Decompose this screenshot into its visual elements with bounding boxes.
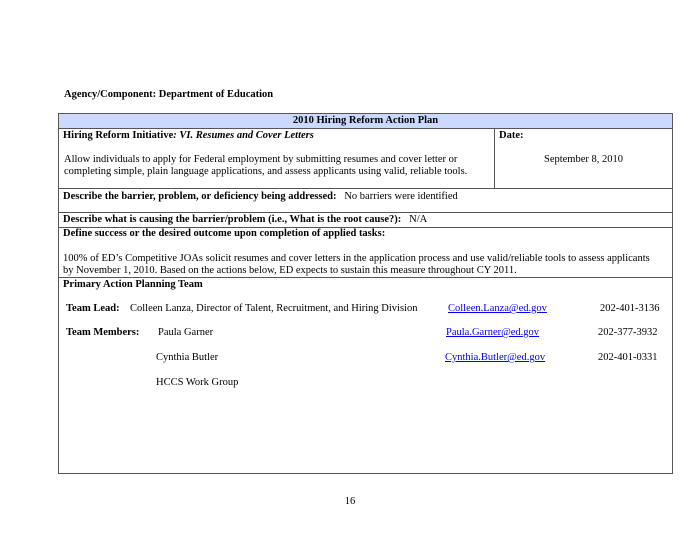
team-member-row xyxy=(59,351,672,365)
member-phone: 202-377-3932 xyxy=(598,327,658,338)
member-phone: 202-401-0331 xyxy=(598,352,658,363)
team-lead-line xyxy=(59,302,672,316)
cause-value: N/A xyxy=(409,214,428,225)
cause-row xyxy=(59,212,672,227)
initiative-description: Allow individuals to apply for Federal employment by submitting resumes and cover letter or completing simple, plain language applications, and assess applicants using valid, reliable tools. xyxy=(64,154,468,177)
success-label: Define success or the desired outcome upon completion of applied tasks: xyxy=(63,228,386,239)
member-name: HCCS Work Group xyxy=(156,377,239,388)
initiative-cell: Hiring Reform Initiative: VI. Resumes and Cover Letters Allow individuals to apply for Federal employment by submitting resumes and cover letter or completing simple, plain language applications, and assess applicants using valid, reliable tools. xyxy=(59,129,495,188)
barrier-label: Describe the barrier, problem, or deficiency being addressed: xyxy=(63,191,337,202)
team-lead-name: Colleen Lanza, Director of Talent, Recruitment, and Hiring Division xyxy=(130,303,418,314)
action-plan-table xyxy=(58,113,673,474)
team-member-row xyxy=(59,326,672,340)
table-title: 2010 Hiring Reform Action Plan xyxy=(59,114,672,128)
team-heading: Primary Action Planning Team xyxy=(63,279,203,290)
agency-line xyxy=(64,89,273,100)
barrier-value: No barriers were identified xyxy=(344,191,458,202)
page-number: 16 xyxy=(344,496,356,507)
initiative-row xyxy=(59,128,672,188)
barrier-row xyxy=(59,188,672,212)
date-cell xyxy=(495,129,672,188)
agency-value: Department of Education xyxy=(158,89,274,100)
cause-label: Describe what is causing the barrier/problem (i.e., What is the root cause?): xyxy=(63,214,402,225)
initiative-value: VI. Resumes and Cover Letters xyxy=(176,130,314,141)
team-row xyxy=(59,277,672,473)
success-row xyxy=(59,227,672,277)
team-members-label: Team Members: xyxy=(66,327,140,338)
member-name: Cynthia Butler xyxy=(156,352,219,363)
date-value: September 8, 2010 xyxy=(543,154,624,165)
date-label: Date: xyxy=(499,130,524,141)
member-email[interactable]: Paula.Garner@ed.gov xyxy=(446,327,540,338)
team-lead-email[interactable]: Colleen.Lanza@ed.gov xyxy=(448,303,547,314)
success-description: 100% of ED’s Competitive JOAs solicit resumes and cover letters in the application process and use valid/reliable tools to assess applicants by November 1, 2010. Based on the actions below, ED expects to sustain this measure throughout CY 2011. xyxy=(63,253,650,276)
member-name: Paula Garner xyxy=(158,327,214,338)
team-member-row xyxy=(59,376,672,390)
team-lead-phone: 202-401-3136 xyxy=(600,303,660,314)
initiative-label: Hiring Reform Initiative xyxy=(63,130,174,141)
member-email[interactable]: Cynthia.Butler@ed.gov xyxy=(445,352,546,363)
team-lead-label: Team Lead: xyxy=(66,303,120,314)
agency-label: Agency/Component: xyxy=(64,89,157,100)
